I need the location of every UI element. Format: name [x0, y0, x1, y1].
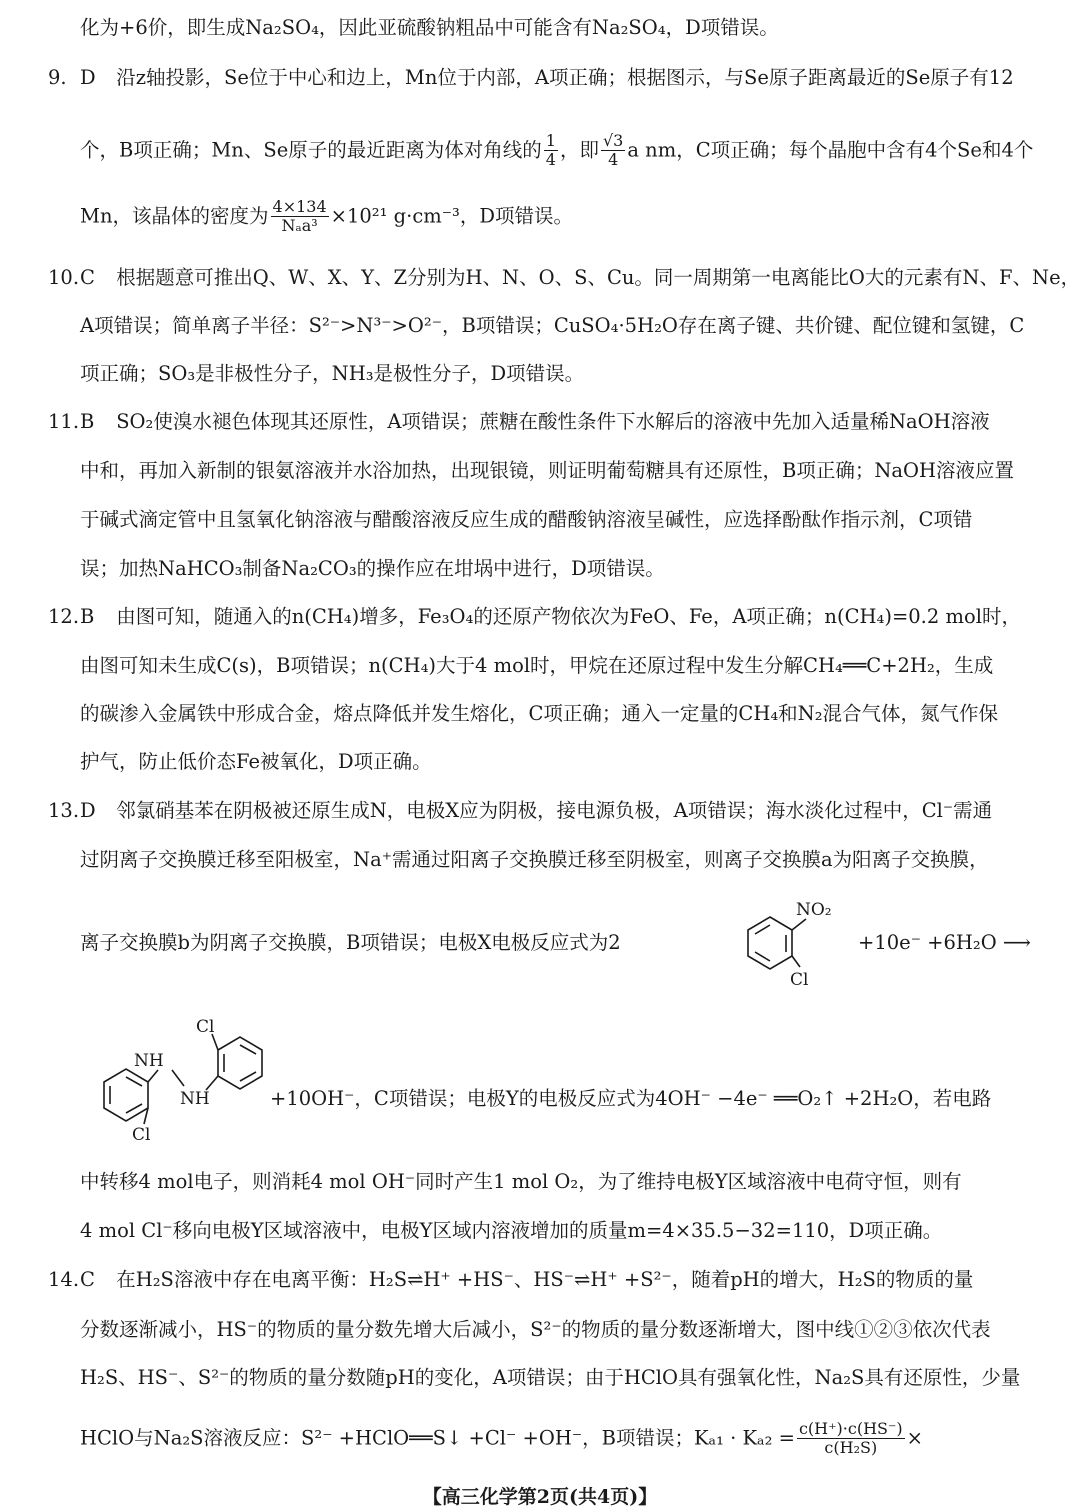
text-line: [858, 933, 1031, 953]
answer-letter: C: [80, 266, 95, 289]
line-text: 在H₂S溶液中存在电离平衡：H₂S⇌H⁺ +HS⁻、HS⁻⇌H⁺ +S²⁻，随着pH的增大，H₂S的物质的量: [116, 1268, 974, 1291]
chloro-label-bottom: Cl: [132, 1125, 151, 1145]
text-line: [80, 1320, 991, 1340]
line-text: a nm，C项正确；每个晶胞中含有4个Se和4个: [627, 138, 1034, 162]
answer-letter: B: [80, 410, 95, 433]
question-number: 12.: [48, 605, 80, 628]
line-text: 过阴离子交换膜迁移至阳极室，Na⁺需通过阳离子交换膜迁移至阴极室，则离子交换膜a为阳离子交换膜，: [80, 848, 989, 871]
text-line: [80, 316, 1024, 336]
text-line: [80, 1420, 923, 1458]
line-text: +10e⁻ +6H₂O ⟶: [858, 931, 1031, 954]
line-text: 分数逐渐减小，HS⁻的物质的量分数先增大后减小，S²⁻的物质的量分数逐渐增大，图中线①②③依次代表: [80, 1318, 991, 1341]
line-text: 邻氯硝基苯在阴极被还原生成N，电极X应为阴极，接电源负极，A项错误；海水淡化过程中，Cl⁻需通: [116, 799, 993, 822]
nh-label-top: NH: [134, 1051, 164, 1071]
line-text: 离子交换膜b为阴离子交换膜，B项错误；电极X电极反应式为2: [80, 931, 621, 954]
line-text: SO₂使溴水褪色体现其还原性，A项错误；蔗糖在酸性条件下水解后的溶液中先加入适量稀NaOH溶液: [116, 410, 990, 433]
text-line: [80, 510, 972, 530]
line-text: 于碱式滴定管中且氢氧化钠溶液与醋酸溶液反应生成的醋酸钠溶液呈碱性，应选择酚酞作指示剂，C项错: [80, 508, 973, 531]
line-text: A项错误；简单离子半径：S²⁻>N³⁻>O²⁻，B项错误；CuSO₄·5H₂O存在离子键、共价键、配位键和氢键，C: [80, 314, 1025, 337]
text-line: [80, 198, 573, 236]
chloro-label: Cl: [790, 970, 809, 990]
line-text: 护气，防止低价态Fe被氧化，D项正确。: [80, 750, 432, 773]
text-line: [80, 18, 779, 38]
line-text: 中和，再加入新制的银氨溶液并水浴加热，出现银镜，则证明葡萄糖具有还原性，B项正确；NaOH溶液应置: [80, 459, 1015, 482]
text-line: [80, 1221, 942, 1241]
text-line: [80, 1368, 1020, 1388]
fraction-quarter: $\frac{1}{4}$: [545, 131, 556, 170]
text-line: [80, 461, 1014, 481]
fraction-sqrt3: $\frac{√3}{4}$: [602, 131, 624, 170]
answer-letter: D: [80, 66, 96, 89]
line-text: HClO与Na₂S溶液反应：S²⁻ +HClO══S↓ +Cl⁻ +OH⁻，B项错误；Kₐ₁ · Kₐ₂ =: [80, 1426, 795, 1450]
line-text: 根据题意可推出Q、W、X、Y、Z分别为H、N、O、S、Cu。同一周期第一电离能比O大的元素有N、F、Ne，: [116, 266, 1080, 289]
line-text: 误；加热NaHCO₃制备Na₂CO₃的操作应在坩埚中进行，D项错误。: [80, 557, 665, 580]
question-13: [48, 801, 992, 821]
text-line: [80, 752, 432, 772]
chloro-label-top: Cl: [196, 1017, 215, 1037]
line-text: 中转移4 mol电子，则消耗4 mol OH⁻同时产生1 mol O₂，为了维持电极Y区域溶液中电荷守恒，则有: [80, 1170, 962, 1193]
answer-letter: C: [80, 1268, 95, 1291]
line-text: 的碳渗入金属铁中形成合金，熔点降低并发生熔化，C项正确；通入一定量的CH₄和N₂混合气体，氮气作保: [80, 702, 999, 725]
question-11: [48, 412, 990, 432]
chloronitrobenzene-structure: [728, 895, 838, 995]
question-12: [48, 607, 1021, 627]
question-10: [48, 268, 1080, 288]
line-text: 由图可知，随通入的n(CH₄)增多，Fe₃O₄的还原产物依次为FeO、Fe，A项正确；n(CH₄)=0.2 mol时，: [116, 605, 1021, 628]
nh-label-bottom: NH: [180, 1089, 210, 1109]
text-line: [80, 364, 584, 384]
answer-letter: B: [80, 605, 95, 628]
text-line: [80, 1172, 962, 1192]
question-number: 11.: [48, 410, 80, 433]
line-text: 4 mol Cl⁻移向电极Y区域溶液中，电极Y区域内溶液增加的质量m=4×35.5−32=110，D项正确。: [80, 1219, 943, 1242]
text-line: [80, 850, 989, 870]
answer-letter: D: [80, 799, 96, 822]
question-number: 10.: [48, 266, 80, 289]
line-text: ×: [906, 1426, 924, 1450]
page-footer: 【高三化学第2页(共4页)】: [422, 1486, 658, 1508]
line-text: Mn，该晶体的密度为: [80, 204, 269, 228]
question-9: [48, 68, 1014, 88]
text-line: [80, 656, 993, 676]
text-line: [80, 933, 621, 953]
nitro-label: NO₂: [796, 900, 832, 920]
line-text: ，即: [559, 138, 599, 162]
line-text: 沿z轴投影，Se位于中心和边上，Mn位于内部，A项正确；根据图示，与Se原子距离最近的Se原子有12: [116, 66, 1014, 89]
line-text: ×10²¹ g·cm⁻³，D项错误。: [330, 204, 573, 228]
text-line: [80, 132, 1033, 170]
question-number: 9.: [48, 66, 67, 89]
question-number: 14.: [48, 1268, 80, 1291]
line-text: +10OH⁻，C项错误；电极Y的电极反应式为4OH⁻ −4e⁻ ══O₂↑ +2H₂O，若电路: [270, 1087, 992, 1110]
line-text: 项正确；SO₃是非极性分子，NH₃是极性分子，D项错误。: [80, 362, 585, 385]
text-line: [80, 704, 998, 724]
question-number: 13.: [48, 799, 80, 822]
question-14: [48, 1270, 973, 1290]
text-line: [270, 1089, 991, 1109]
line-text: 个，B项正确；Mn、Se原子的最近距离为体对角线的: [80, 138, 542, 162]
dichlorohydrazobenzene-structure: [72, 1012, 272, 1147]
line-text: 由图可知未生成C(s)，B项错误；n(CH₄)大于4 mol时，甲烷在还原过程中发生分解CH₄══C+2H₂，生成: [80, 654, 994, 677]
text-line: [80, 559, 665, 579]
line-text: H₂S、HS⁻、S²⁻的物质的量分数随pH的变化，A项错误；由于HClO具有强氧化性，Na₂S具有还原性，少量: [80, 1366, 1021, 1389]
fraction-density: $\frac{4\times 134}{\text{Nₐa³}}$: [272, 197, 327, 236]
line-text: 化为+6价，即生成Na₂SO₄，因此亚硫酸钠粗品中可能含有Na₂SO₄，D项错误。: [80, 16, 779, 39]
fraction-ka: $\frac{c(H^+)\cdot c(HS^-)}{\text{c(H₂S)}}$: [798, 1419, 903, 1458]
